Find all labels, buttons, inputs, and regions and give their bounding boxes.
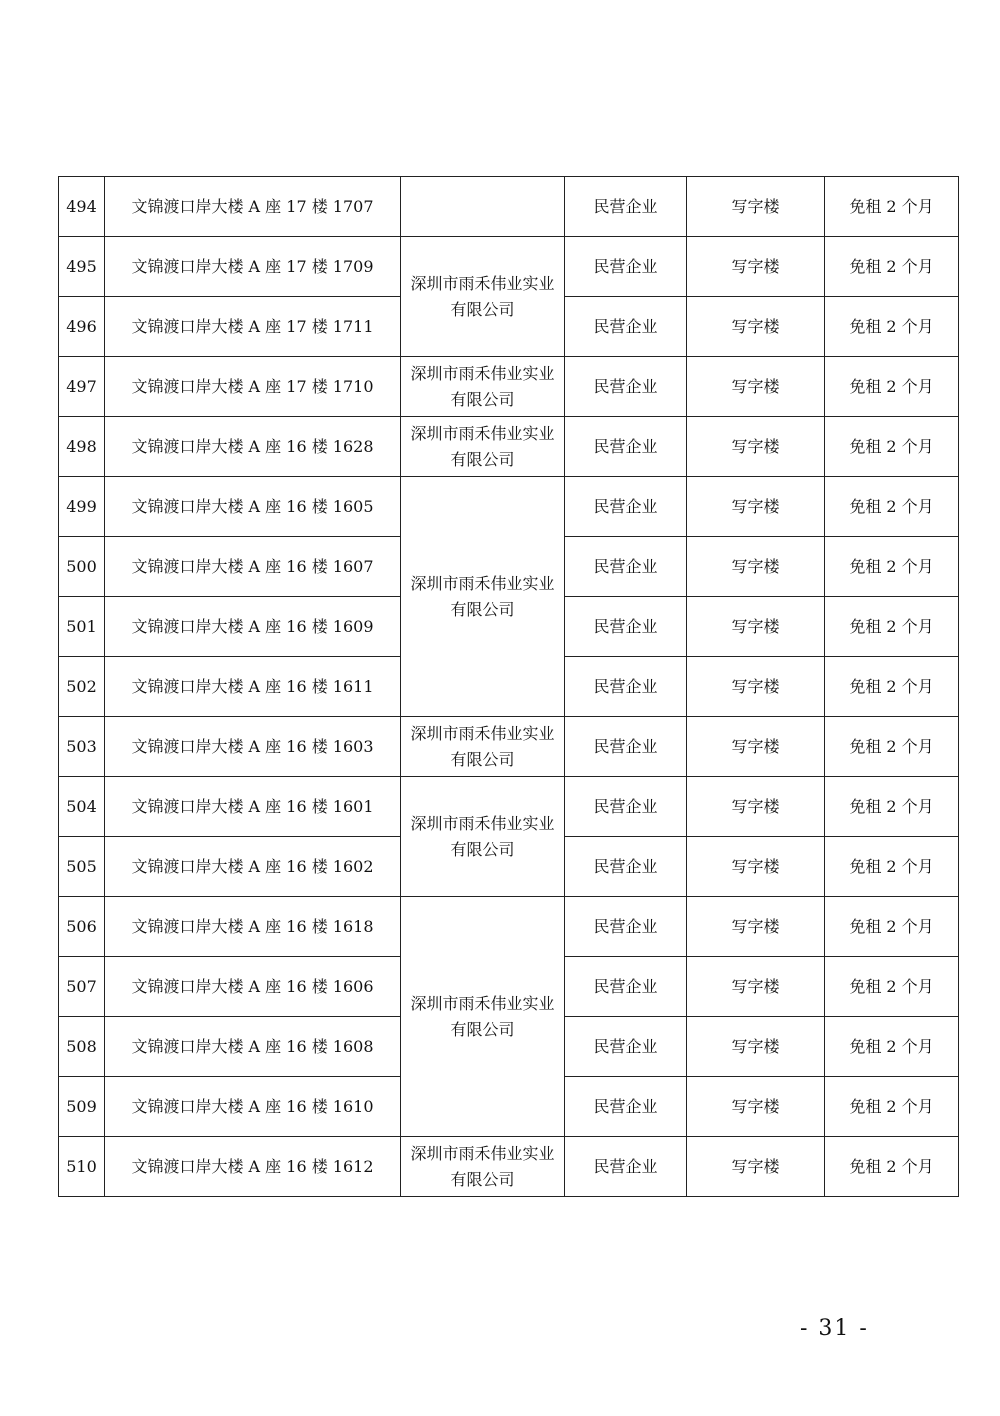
tenant-name-cell [401,897,565,1137]
table-row [59,897,959,957]
table-row [59,717,959,777]
enterprise-type: 民营企业 [565,417,687,477]
row-number: 495 [59,237,105,297]
property-address: 文锦渡口岸大楼 A 座 16 楼 1609 [105,597,401,657]
tenant-name-line1: 深圳市雨禾伟业实业 [410,813,555,833]
tenant-name-line1: 深圳市雨禾伟业实业 [410,1143,555,1163]
tenant-name-line1: 深圳市雨禾伟业实业 [410,573,555,593]
property-use: 写字楼 [687,957,825,1017]
relief-policy: 免租 2 个月 [825,837,959,897]
enterprise-type: 民营企业 [565,657,687,717]
table-row [59,357,959,417]
table-row [59,417,959,477]
tenant-name-line2: 有限公司 [450,449,515,469]
property-use: 写字楼 [687,597,825,657]
relief-policy: 免租 2 个月 [825,957,959,1017]
tenant-name-line2: 有限公司 [450,1169,515,1189]
property-use: 写字楼 [687,777,825,837]
row-number: 506 [59,897,105,957]
property-address: 文锦渡口岸大楼 A 座 16 楼 1611 [105,657,401,717]
enterprise-type: 民营企业 [565,177,687,237]
enterprise-type: 民营企业 [565,477,687,537]
property-use: 写字楼 [687,717,825,777]
property-use: 写字楼 [687,657,825,717]
tenant-name-line1: 深圳市雨禾伟业实业 [410,723,555,743]
row-number: 499 [59,477,105,537]
property-address: 文锦渡口岸大楼 A 座 16 楼 1602 [105,837,401,897]
tenant-name-line1: 深圳市雨禾伟业实业 [410,993,555,1013]
row-number: 508 [59,1017,105,1077]
rent-relief-table [58,176,959,1197]
tenant-name-line1: 深圳市雨禾伟业实业 [410,363,555,383]
enterprise-type: 民营企业 [565,237,687,297]
tenant-name-line2: 有限公司 [450,749,515,769]
tenant-name-line1: 深圳市雨禾伟业实业 [410,423,555,443]
relief-policy: 免租 2 个月 [825,237,959,297]
property-address: 文锦渡口岸大楼 A 座 16 楼 1610 [105,1077,401,1137]
property-use: 写字楼 [687,477,825,537]
property-use: 写字楼 [687,537,825,597]
relief-policy: 免租 2 个月 [825,1017,959,1077]
relief-policy: 免租 2 个月 [825,537,959,597]
tenant-name-line2: 有限公司 [450,1019,515,1039]
property-use: 写字楼 [687,1017,825,1077]
property-use: 写字楼 [687,297,825,357]
enterprise-type: 民营企业 [565,777,687,837]
property-address: 文锦渡口岸大楼 A 座 16 楼 1603 [105,717,401,777]
relief-policy: 免租 2 个月 [825,1137,959,1197]
property-address: 文锦渡口岸大楼 A 座 16 楼 1601 [105,777,401,837]
relief-policy: 免租 2 个月 [825,357,959,417]
page-number: - 31 - [800,1316,869,1341]
tenant-name-line2: 有限公司 [450,839,515,859]
tenant-name-cell [401,357,565,417]
relief-policy: 免租 2 个月 [825,297,959,357]
enterprise-type: 民营企业 [565,1137,687,1197]
property-use: 写字楼 [687,1137,825,1197]
row-number: 501 [59,597,105,657]
table-row [59,177,959,237]
enterprise-type: 民营企业 [565,837,687,897]
property-address: 文锦渡口岸大楼 A 座 17 楼 1710 [105,357,401,417]
property-address: 文锦渡口岸大楼 A 座 17 楼 1707 [105,177,401,237]
tenant-name-cell [401,417,565,477]
property-address: 文锦渡口岸大楼 A 座 16 楼 1618 [105,897,401,957]
row-number: 509 [59,1077,105,1137]
relief-policy: 免租 2 个月 [825,417,959,477]
property-address: 文锦渡口岸大楼 A 座 16 楼 1605 [105,477,401,537]
table-row [59,477,959,537]
property-address: 文锦渡口岸大楼 A 座 17 楼 1711 [105,297,401,357]
property-use: 写字楼 [687,1077,825,1137]
tenant-name-line2: 有限公司 [450,299,515,319]
row-number: 494 [59,177,105,237]
table-row [59,777,959,837]
enterprise-type: 民营企业 [565,897,687,957]
property-address: 文锦渡口岸大楼 A 座 16 楼 1628 [105,417,401,477]
relief-policy: 免租 2 个月 [825,477,959,537]
relief-policy: 免租 2 个月 [825,717,959,777]
relief-policy: 免租 2 个月 [825,897,959,957]
property-use: 写字楼 [687,417,825,477]
row-number: 504 [59,777,105,837]
tenant-name-cell [401,717,565,777]
row-number: 507 [59,957,105,1017]
property-use: 写字楼 [687,177,825,237]
tenant-name-cell [401,177,565,237]
table-row [59,237,959,297]
row-number: 497 [59,357,105,417]
tenant-name-cell [401,237,565,357]
tenant-name-cell [401,1137,565,1197]
tenant-name-line1: 深圳市雨禾伟业实业 [410,273,555,293]
enterprise-type: 民营企业 [565,537,687,597]
property-address: 文锦渡口岸大楼 A 座 17 楼 1709 [105,237,401,297]
relief-policy: 免租 2 个月 [825,177,959,237]
property-address: 文锦渡口岸大楼 A 座 16 楼 1607 [105,537,401,597]
property-address: 文锦渡口岸大楼 A 座 16 楼 1612 [105,1137,401,1197]
property-address: 文锦渡口岸大楼 A 座 16 楼 1606 [105,957,401,1017]
tenant-name-line2: 有限公司 [450,599,515,619]
table-row [59,1137,959,1197]
row-number: 498 [59,417,105,477]
row-number: 505 [59,837,105,897]
row-number: 503 [59,717,105,777]
tenant-name-cell [401,777,565,897]
row-number: 510 [59,1137,105,1197]
row-number: 500 [59,537,105,597]
enterprise-type: 民营企业 [565,1017,687,1077]
enterprise-type: 民营企业 [565,297,687,357]
relief-policy: 免租 2 个月 [825,597,959,657]
enterprise-type: 民营企业 [565,597,687,657]
enterprise-type: 民营企业 [565,957,687,1017]
row-number: 496 [59,297,105,357]
relief-policy: 免租 2 个月 [825,777,959,837]
tenant-name-line2: 有限公司 [450,389,515,409]
property-use: 写字楼 [687,237,825,297]
enterprise-type: 民营企业 [565,1077,687,1137]
enterprise-type: 民营企业 [565,717,687,777]
property-use: 写字楼 [687,357,825,417]
tenant-name-cell [401,477,565,717]
property-address: 文锦渡口岸大楼 A 座 16 楼 1608 [105,1017,401,1077]
property-use: 写字楼 [687,897,825,957]
relief-policy: 免租 2 个月 [825,657,959,717]
row-number: 502 [59,657,105,717]
property-use: 写字楼 [687,837,825,897]
enterprise-type: 民营企业 [565,357,687,417]
relief-policy: 免租 2 个月 [825,1077,959,1137]
